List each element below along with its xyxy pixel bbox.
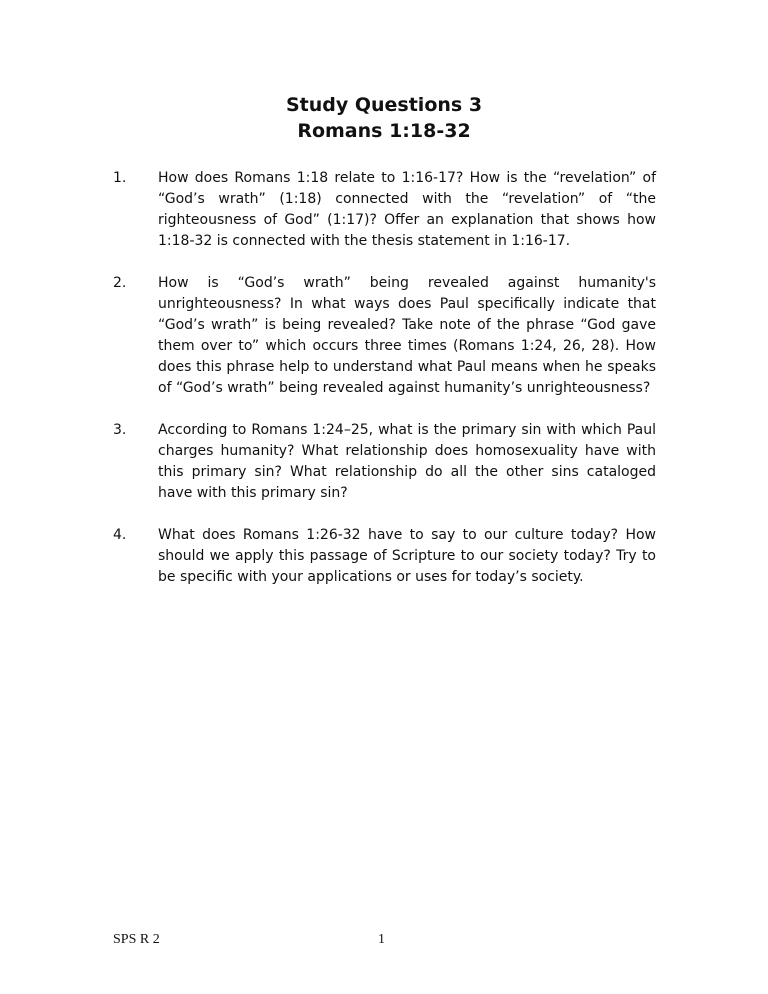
question-item: [113, 168, 656, 252]
title-block: [0, 92, 768, 144]
page-title: Study Questions 3: [285, 94, 483, 116]
question-item: [113, 420, 656, 504]
question-item: [113, 273, 656, 399]
page-subtitle: Romans 1:18-32: [297, 120, 471, 142]
question-text: How does Romans 1:18 relate to 1:16-17? How is the “revelation” of “God’s wrath” (1:18) connected with the “revelation” of “the righteousness of God” (1:17)? Offer an explanation that shows how 1:18-32 is connected with the thesis statement in 1:16-17.: [158, 170, 656, 249]
question-number: 4.: [113, 527, 127, 543]
question-text: How is “God’s wrath” being revealed against humanity's unrighteousness? In what ways does Paul specifically indicate that “God’s wrath” is being revealed? Take note of the phrase “God gave them over to” which occurs three times (Romans 1:24, 26, 28). How does this phrase help to understand what Paul means when he speaks of “God’s wrath” being revealed against humanity’s unrighteousness?: [158, 275, 656, 396]
question-text: What does Romans 1:26-32 have to say to our culture today? How should we apply this passage of Scripture to our society today? Try to be specific with your applications or uses for today’s society.: [158, 527, 656, 585]
question-list: [113, 168, 656, 609]
question-text: According to Romans 1:24–25, what is the primary sin with which Paul charges humanity? What relationship does homosexuality have with this primary sin? What relationship do all the other sins cataloged have with this primary sin?: [158, 422, 656, 501]
question-number: 1.: [113, 170, 127, 186]
page-number: 1: [378, 932, 385, 947]
question-number: 2.: [113, 275, 127, 291]
footer-label: SPS R 2: [113, 932, 160, 947]
question-item: [113, 525, 656, 588]
question-number: 3.: [113, 422, 127, 438]
